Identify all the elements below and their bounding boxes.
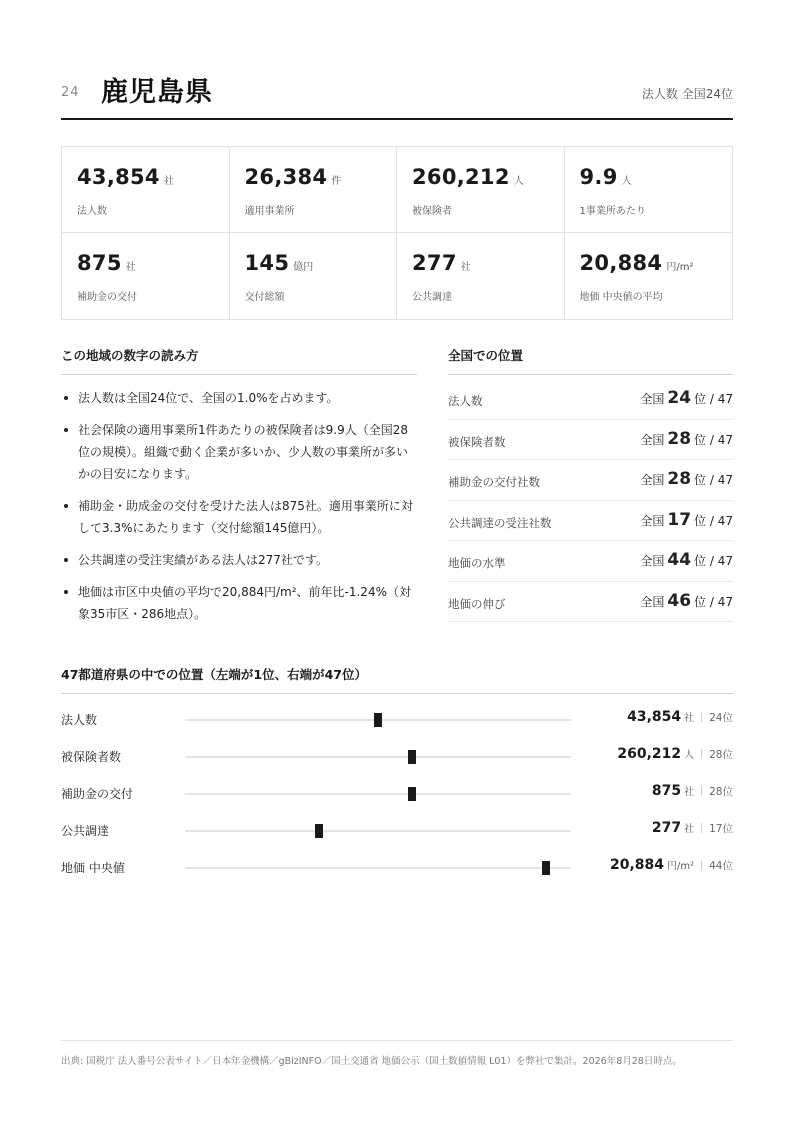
national-position-section [448, 346, 733, 622]
rank-prefix: 全国 [640, 473, 665, 487]
stat-value: 20,884 [579, 251, 663, 275]
bar-value [627, 709, 733, 725]
bar-rank: 24位 [709, 712, 733, 724]
bar-marker [315, 824, 323, 838]
stat-unit: 社 [125, 262, 136, 273]
rank-number: 28 [667, 428, 692, 449]
bar-marker [408, 787, 416, 801]
list-item: 地価は市区中央値の平均で20,884円/m²、前年比-1.24%（対象35市区・286地点）。 [61, 581, 417, 625]
stat-card [62, 147, 230, 233]
bar-label: 公共調達 [61, 824, 110, 838]
reading-section [61, 346, 417, 635]
rank-value [640, 469, 733, 489]
bar-separator [701, 823, 702, 833]
rank-number: 46 [667, 590, 692, 611]
bar-row [61, 775, 733, 812]
bar-number: 20,884 [609, 857, 664, 873]
prefecture-number: 24 [61, 85, 80, 100]
table-row [448, 420, 733, 461]
stat-grid [61, 146, 733, 320]
rank-value [640, 591, 733, 611]
list-item: 法人数は全国24位で、全国の1.0%を占めます。 [61, 387, 417, 409]
bar-value [652, 783, 733, 799]
stat-label: 地価 中央値の平均 [579, 292, 663, 303]
bar-label: 法人数 [61, 713, 98, 727]
rank-label: 公共調達の受注社数 [448, 515, 552, 530]
stat-label: 被保険者 [412, 206, 452, 217]
stat-value: 43,854 [77, 165, 160, 189]
bar-rank: 28位 [709, 786, 733, 798]
bar-value [652, 820, 733, 836]
bar-number: 260,212 [617, 746, 682, 762]
list-item: 補助金・助成金の交付を受けた法人は875社。適用事業所に対して3.3%にあたります（交付総額145億円）。 [61, 495, 417, 539]
bar-unit: 社 [684, 713, 695, 724]
bar-marker [408, 750, 416, 764]
bar-separator [701, 860, 702, 870]
bar-row [61, 701, 733, 738]
bar-unit: 社 [684, 787, 695, 798]
bar-separator [701, 786, 702, 796]
bar-row [61, 812, 733, 849]
rank-label: 地価の伸び [448, 596, 506, 611]
bars-list [61, 701, 733, 886]
stat-card [397, 147, 565, 233]
rank-suffix: 位 / 47 [694, 554, 733, 568]
stat-unit: 億円 [293, 262, 314, 273]
rank-summary: 法人数 全国24位 [641, 87, 733, 101]
bar-separator [701, 712, 702, 722]
stat-card [230, 147, 398, 233]
bar-track [185, 830, 571, 832]
reading-list [61, 387, 417, 625]
rank-label: 地価の水準 [448, 556, 506, 570]
stat-value: 145 [244, 251, 290, 275]
bar-label: 被保険者数 [61, 750, 122, 764]
stat-card [230, 233, 398, 319]
reading-title: この地域の数字の読み方 [61, 346, 417, 375]
bar-track [185, 793, 571, 795]
table-row [448, 379, 733, 420]
stat-card [62, 233, 230, 319]
stat-label: 法人数 [77, 206, 107, 217]
rank-prefix: 全国 [640, 432, 665, 447]
rank-label: 法人数 [448, 394, 483, 408]
bar-row [61, 849, 733, 886]
rank-prefix: 全国 [640, 513, 665, 528]
stat-label: 1事業所あたり [579, 206, 646, 217]
stat-card [565, 147, 733, 233]
page [61, 0, 733, 1124]
stat-value: 875 [77, 251, 122, 275]
source-footer: 出典: 国税庁 法人番号公表サイト／日本年金機構／gBizINFO／国土交通省 地価公示（国土数値情報 L01）を弊社で集計。2026年8月28日時点。 [61, 1040, 733, 1067]
bar-label: 地価 中央値 [61, 861, 125, 875]
stat-label: 適用事業所 [244, 206, 295, 217]
bar-rank: 28位 [709, 749, 733, 761]
stat-value: 260,212 [412, 165, 510, 189]
stat-unit: 件 [331, 176, 342, 187]
bar-number: 43,854 [627, 709, 682, 725]
stat-label: 公共調達 [412, 292, 452, 303]
rank-value [640, 388, 733, 408]
table-row [448, 541, 733, 582]
stat-value: 9.9 [579, 165, 618, 189]
stat-card [397, 233, 565, 319]
national-list [448, 379, 733, 622]
table-row [448, 582, 733, 623]
stat-unit: 社 [460, 262, 471, 273]
rank-prefix: 全国 [640, 594, 665, 609]
rank-value [640, 550, 733, 570]
bars-title: 47都道府県の中での位置（左端が1位、右端が47位） [61, 665, 733, 694]
bar-value [610, 857, 733, 873]
bar-rank: 17位 [709, 823, 733, 835]
rank-number: 24 [667, 388, 692, 408]
stat-value: 277 [412, 251, 457, 275]
rank-label: 被保険者数 [448, 434, 506, 449]
stat-card [565, 233, 733, 319]
rank-label: 補助金の交付社数 [448, 475, 540, 489]
bar-rank: 44位 [709, 860, 733, 872]
bar-marker [374, 713, 382, 727]
bar-value [617, 746, 733, 762]
list-item: 公共調達の受注実績がある法人は277社です。 [61, 549, 417, 571]
stat-unit: 人 [621, 176, 632, 187]
bar-label: 補助金の交付 [61, 787, 134, 801]
stat-unit: 人 [513, 176, 524, 187]
rank-number: 17 [667, 509, 692, 530]
bar-unit: 円/m² [667, 861, 695, 872]
stat-label: 補助金の交付 [77, 292, 137, 303]
rank-prefix: 全国 [640, 392, 665, 406]
bar-number: 277 [651, 820, 682, 836]
bar-separator [701, 749, 702, 759]
rank-prefix: 全国 [640, 554, 665, 568]
page-header [61, 66, 733, 120]
table-row [448, 460, 733, 501]
rank-suffix: 位 / 47 [694, 432, 733, 447]
rank-suffix: 位 / 47 [694, 392, 733, 406]
bar-track [185, 756, 571, 758]
rank-number: 44 [667, 550, 692, 570]
bar-track [185, 867, 571, 869]
table-row [448, 501, 733, 542]
bar-row [61, 738, 733, 775]
rank-value [640, 429, 733, 449]
bar-unit: 社 [684, 824, 695, 835]
rank-suffix: 位 / 47 [694, 513, 733, 528]
bar-unit: 人 [684, 750, 695, 761]
stat-unit: 社 [163, 176, 174, 187]
ranking-bars-section [61, 665, 733, 886]
stat-label: 交付総額 [244, 292, 285, 303]
list-item: 社会保険の適用事業所1件あたりの被保険者は9.9人（全国28位の規模）。組織で動く企業が多いか、少人数の事業所が多いかの目安になります。 [61, 419, 417, 485]
bar-track [185, 719, 571, 721]
rank-value [640, 510, 733, 530]
rank-number: 28 [667, 469, 692, 489]
stat-value: 26,384 [244, 165, 328, 189]
stat-unit: 円/m² [666, 262, 694, 273]
national-title: 全国での位置 [448, 346, 733, 375]
rank-suffix: 位 / 47 [694, 473, 733, 487]
page-title: 鹿児島県 [101, 77, 213, 108]
rank-suffix: 位 / 47 [694, 594, 733, 609]
bar-number: 875 [651, 783, 682, 799]
bar-marker [542, 861, 550, 875]
